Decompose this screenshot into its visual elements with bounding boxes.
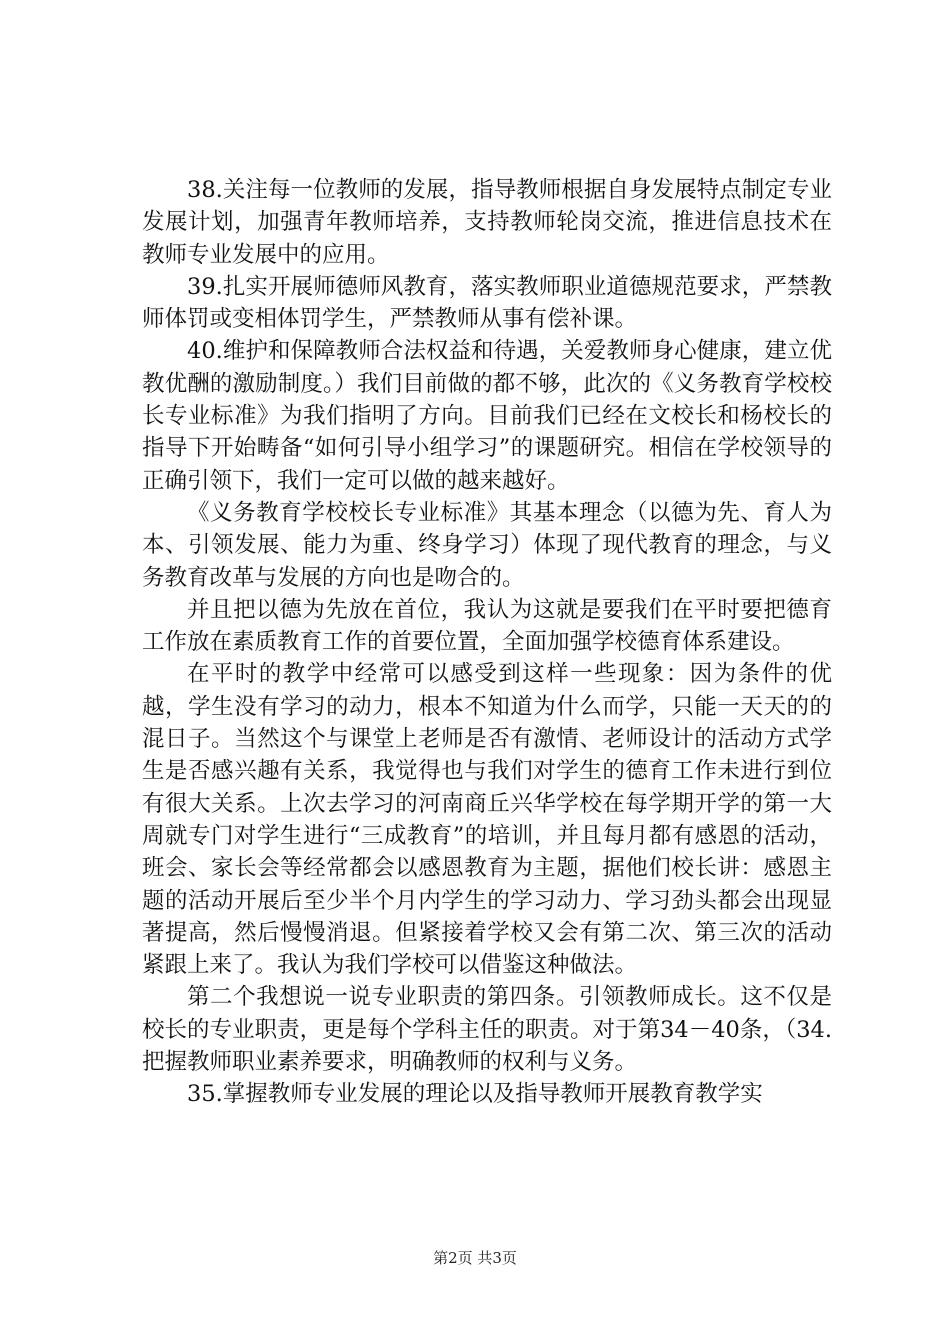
paragraph-professional-duty: 第二个我想说一说专业职责的第四条。引领教师成长。这不仅是校长的专业职责，更是每个学科主任的职责。对于第34－40条，（34.把握教师职业素养要求，明确教师的权利与义务。 [142,984,832,1076]
paragraph-basic-concepts: 《义务教育学校校长专业标准》其基本理念（以德为先、育人为本、引领发展、能力为重、终身学习）体现了现代教育的理念，与义务教育改革与发展的方向也是吻合的。 [142,499,832,591]
paragraph-moral-first: 并且把以德为先放在首位，我认为这就是要我们在平时要把德育工作放在素质教育工作的首要位置，全面加强学校德育体系建设。 [142,596,832,656]
paragraph-40: 40.维护和保障教师合法权益和待遇，关爱教师身心健康，建立优教优酬的激励制度。）我们目前做的都不够，此次的《义务教育学校校长专业标准》为我们指明了方向。目前我们已经在文校长和杨校长的指导下开始畴备“如何引导小组学习”的课题研究。相信在学校领导的正确引领下，我们一定可以做的越来越好。 [142,338,832,494]
paragraph-35: 35.掌握教师专业发展的理论以及指导教师开展教育教学实 [187,1081,763,1108]
page-footer: 第2页 共3页 [433,1249,517,1267]
paragraph-38: 38.关注每一位教师的发展，指导教师根据自身发展特点制定专业发展计划，加强青年教师培养，支持教师轮岗交流，推进信息技术在教师专业发展中的应用。 [142,177,832,268]
paragraph-39: 39.扎实开展师德师风教育，落实教师职业道德规范要求，严禁教师体罚或变相体罚学生，严禁教师从事有偿补课。 [142,273,832,333]
document-body [142,174,832,1111]
paragraph-teaching-observations: 在平时的教学中经常可以感受到这样一些现象：因为条件的优越，学生没有学习的动力，根本不知道为什么而学，只能一天天的的混日子。当然这个与课堂上老师是否有激情、老师设计的活动方式学生是否感兴趣有关系，我觉得也与我们对学生的德育工作未进行到位有很大关系。上次去学习的河南商丘兴华学校在每学期开学的第一大周就专门对学生进行“三成教育”的培训，并且每月都有感恩的活动，班会、家长会等经常都会以感恩教育为主题，据他们校长讲：感恩主题的活动开展后至少半个月内学生的学习动力、学习劲头都会出现显著提高，然后慢慢消退。但紧接着学校又会有第二次、第三次的活动紧跟上来了。我认为我们学校可以借鉴这种做法。 [142,661,832,979]
